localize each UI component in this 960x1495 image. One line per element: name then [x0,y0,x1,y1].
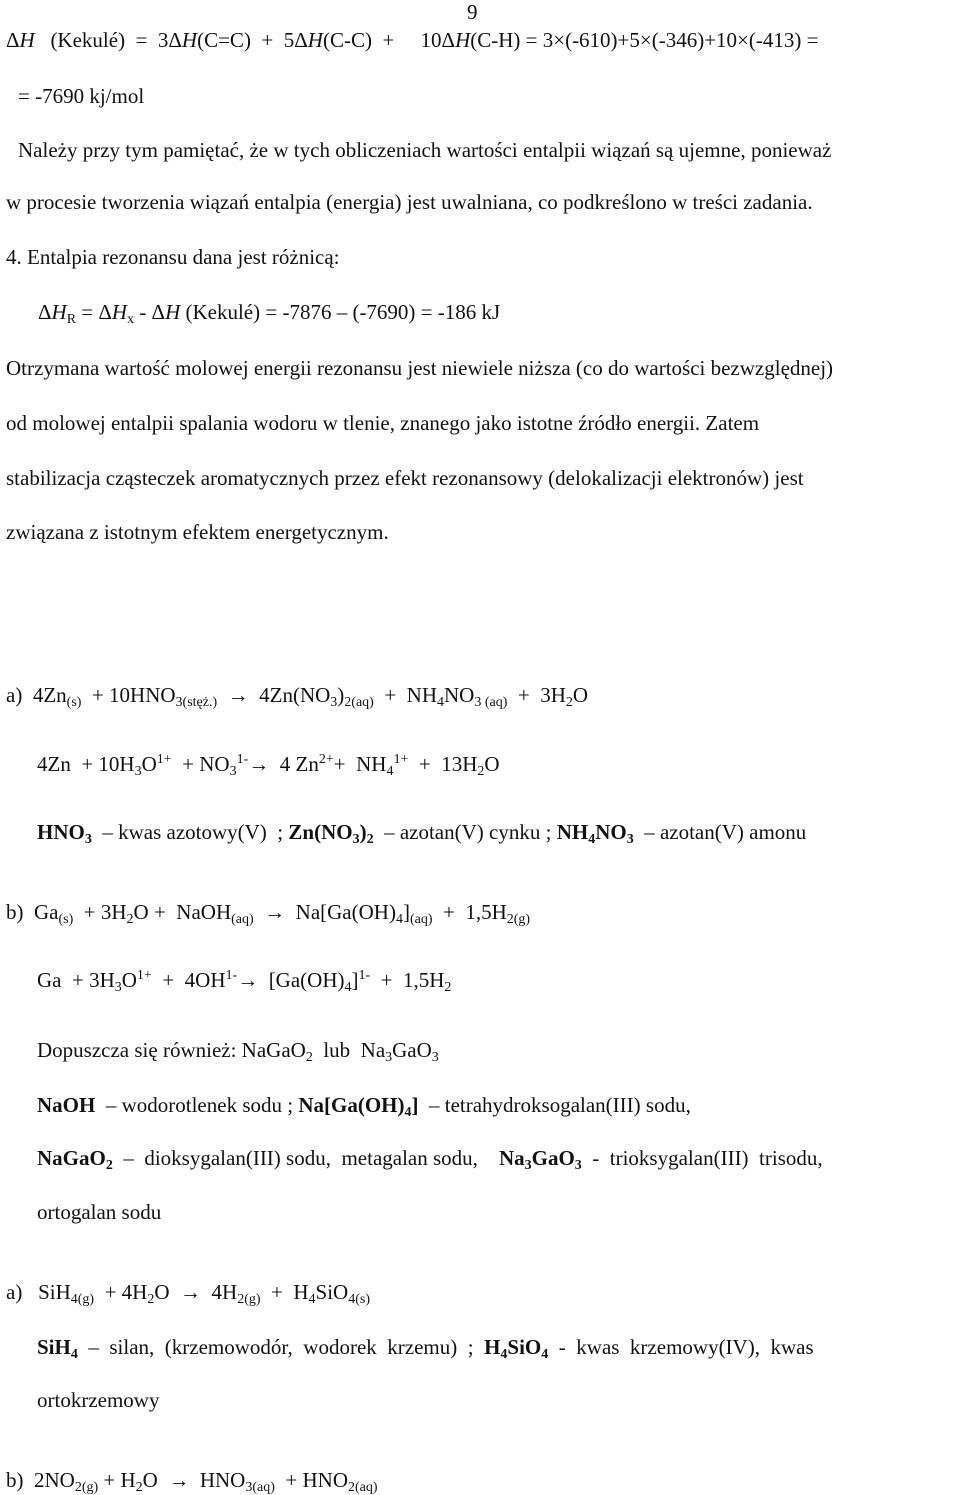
paragraph-line: od molowej entalpii spalania wodoru w tlenie, znanego jako istotne źródło energii. Zatem [6,411,760,435]
paragraph-line: związana z istotnym efektem energetycznym. [6,520,389,544]
ionic-equation-ga: $Ga + 3H_3O^{1+} + 4OH^{1-}\to [Ga(OH)_4]^{1-} + 1,5H_2$ [37,968,452,995]
ionic-equation-zn: $4Zn + 10H_3O^{1+} + NO_3^{1-}\to 4$ $Zn^{2+}+ NH_4^{1+} + 13H_2O$ [37,752,500,779]
compound-names-ga-1: NaOH – wodorotlenek sodu ; $Na[Ga(OH)_4]$ – tetrahydroksogalan(III) sodu, [37,1093,691,1120]
reaction-a-zn: a) $4Zn_{(s)} + 10HNO_{3(stęż.)} \to 4Zn(NO_3)_{2(aq)} + NH_4NO_{3 (aq)} + 3H_2O$ [6,683,589,710]
item-4-line: 4. Entalpia rezonansu dana jest różnicą: [6,245,340,269]
paragraph-line: w procesie tworzenia wiązań entalpia (energia) jest uwalniana, co podkreślono w treści zadania. [6,190,813,214]
paragraph-line: Otrzymana wartość molowej energii rezonansu jest niewiele niższa (co do wartości bezwzględnej) [6,356,834,380]
compound-names-ga-3: ortogalan sodu [37,1200,162,1224]
result-line: = -7690 kj/mol [18,84,145,108]
compound-names-silane-2: ortokrzemowy [37,1388,160,1412]
compound-names-silane: SiH$_4$ – silan, (krzemowodór, wodorek krzemu) ; $H_4SiO_4$ - kwas krzemowy(IV), kwas [37,1335,814,1362]
resonance-enthalpy-equation: $\Delta H_R = \Delta H_x - \Delta H$ (Kekulé) = -7876 – (-7690) = -186 kJ [38,300,501,327]
page-number: 9 [467,0,478,24]
paragraph-line: Należy przy tym pamiętać, że w tych obliczeniach wartości entalpii wiązań są ujemne, ponieważ [18,138,832,162]
paragraph-line: stabilizacja cząsteczek aromatycznych przez efekt rezonansowy (delokalizacji elektronów) jest [6,466,804,490]
reaction-b-ga: b) $Ga_{(s)} + 3H_2O$ + NaOH$_{(aq)}$ → $Na[Ga(OH)_4]_{(aq)} + 1,5H_{2(g)}$ [6,900,531,927]
compound-names-ga-2: NaGaO$_2$ – dioksygalan(III) sodu, metagalan sodu, $Na_3GaO_3$ - trioksygalan(III) trisodu, [37,1146,823,1173]
kekule-enthalpy-equation: ΔH (Kekulé) = 3ΔH(C=C) + 5ΔH(C-C) + 10ΔH(C-H) = 3×(-610)+5×(-346)+10×(-413) = [6,28,819,52]
compound-names-zn: $HNO_3$ – kwas azotowy(V) ; $Zn(NO_3)_2 - azotan(V)$ cynku ; $NH_4NO_3 - azotan(V)$ amonu [37,820,807,847]
reaction-b-no2: b) $2NO_{2(g)} + H_2O \to HNO_{3(aq)} + HNO_{2(aq)}$ [6,1468,378,1495]
reaction-a-silane: a) $SiH_{4(g)} + 4H_2O \to 4H_{2(g)} + H_4SiO_{4(s)}$ [6,1280,370,1307]
alternative-products: Dopuszcza się również: NaGaO$_2$ lub $Na_3GaO_3$ [37,1038,439,1065]
